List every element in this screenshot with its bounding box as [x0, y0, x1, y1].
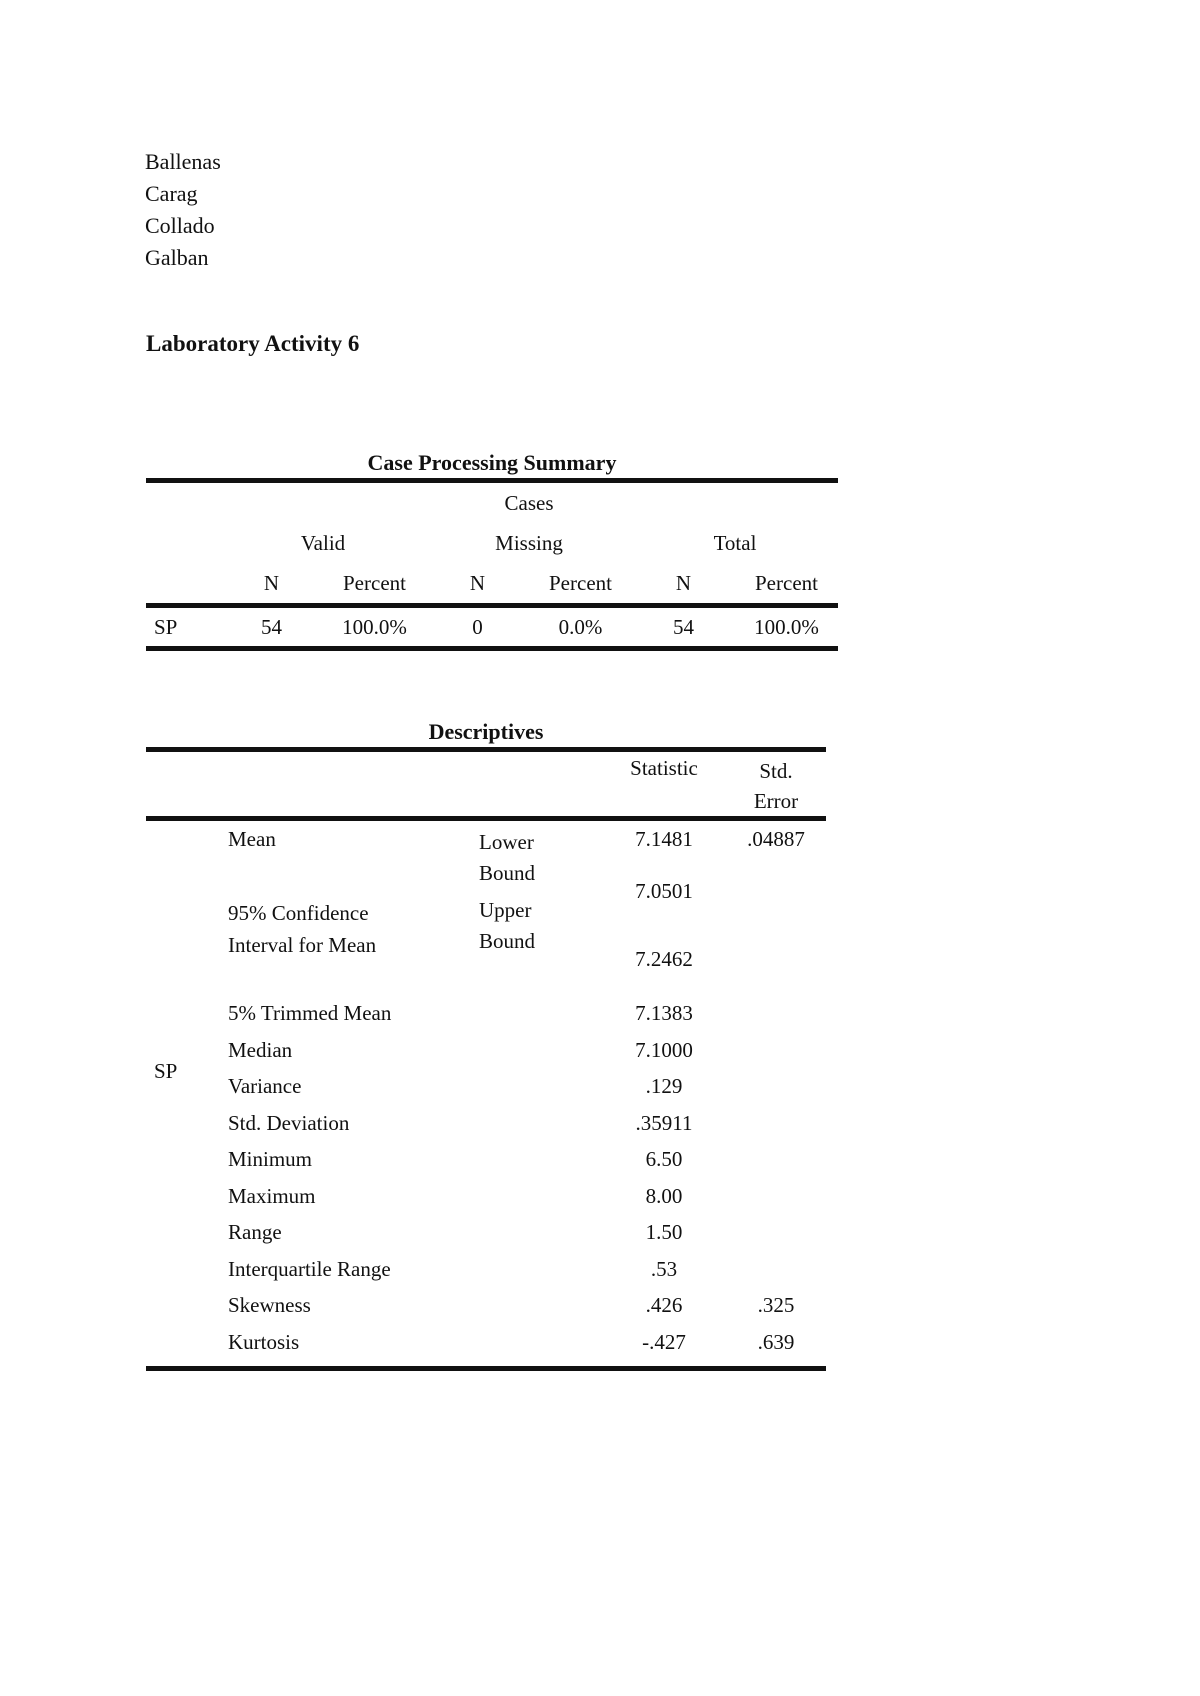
author-names — [145, 146, 221, 274]
subgroup-header-total: Total — [713, 531, 757, 555]
std-error-header — [726, 756, 826, 816]
table-cell: 0.0% — [558, 615, 603, 639]
author-name: Collado — [145, 213, 215, 238]
descriptive-statistic: .53 — [650, 1257, 678, 1281]
table-cell: 0 — [472, 615, 483, 639]
descriptives-table — [146, 717, 826, 1371]
column-header: N — [469, 571, 486, 595]
table-cell: 54 — [261, 615, 282, 639]
descriptive-statistic: 6.50 — [645, 1147, 683, 1171]
ci-lower-value: 7.0501 — [635, 879, 693, 903]
descriptive-label: Std. Deviation — [228, 1111, 350, 1135]
table-cell: 100.0% — [754, 615, 819, 639]
ci-label — [228, 897, 376, 961]
lower-bound-label — [479, 827, 535, 889]
cases-group-header: Cases — [504, 491, 554, 515]
variable-label: SP — [154, 1059, 178, 1083]
std-error-header-line1: Std. — [759, 759, 793, 783]
document-title: Laboratory Activity 6 — [146, 331, 360, 356]
std-error-header-line2: Error — [753, 789, 799, 813]
lower-bound-line2: Bound — [479, 861, 536, 885]
table-cell: 100.0% — [342, 615, 407, 639]
author-name: Galban — [145, 245, 209, 270]
subgroup-header-valid: Valid — [300, 531, 346, 555]
descriptive-label: Median — [228, 1038, 293, 1062]
ci-label-line2: Interval for Mean — [228, 933, 377, 957]
descriptive-statistic: .35911 — [635, 1111, 693, 1135]
descriptive-statistic: .426 — [645, 1293, 683, 1317]
upper-bound-line1: Upper — [479, 898, 532, 922]
column-header: Percent — [343, 571, 406, 595]
column-header: Percent — [549, 571, 612, 595]
ci-label-line1: 95% Confidence — [228, 901, 369, 925]
descriptive-label: Variance — [228, 1074, 302, 1098]
descriptive-statistic: -.427 — [642, 1330, 686, 1354]
author-name: Ballenas — [145, 149, 221, 174]
descriptive-statistic: 1.50 — [645, 1220, 683, 1244]
mean-std-error: .04887 — [747, 827, 805, 851]
descriptive-statistic: .129 — [645, 1074, 683, 1098]
descriptive-label: Range — [228, 1220, 282, 1244]
descriptive-std-error: .325 — [757, 1293, 795, 1317]
descriptive-statistic: 8.00 — [645, 1184, 683, 1208]
descriptive-label: Interquartile Range — [228, 1257, 391, 1281]
descriptive-label: 5% Trimmed Mean — [228, 1001, 392, 1025]
ci-upper-value: 7.2462 — [635, 947, 693, 971]
table-cell: 54 — [673, 615, 694, 639]
descriptive-label: Maximum — [228, 1184, 316, 1208]
mean-label: Mean — [228, 827, 276, 851]
upper-bound-line2: Bound — [479, 929, 536, 953]
descriptive-label: Kurtosis — [228, 1330, 300, 1354]
descriptive-label: Minimum — [228, 1147, 313, 1171]
table-row — [146, 608, 838, 651]
statistic-header: Statistic — [630, 756, 698, 780]
case-processing-summary-table — [146, 448, 838, 651]
table-title: Descriptives — [428, 719, 544, 744]
row-label: SP — [154, 615, 178, 639]
descriptive-statistic: 7.1000 — [635, 1038, 693, 1062]
lower-bound-line1: Lower — [479, 830, 534, 854]
descriptive-label: Skewness — [228, 1293, 311, 1317]
author-name: Carag — [145, 181, 198, 206]
mean-statistic: 7.1481 — [635, 827, 693, 851]
descriptive-std-error: .639 — [757, 1330, 795, 1354]
column-header: N — [675, 571, 692, 595]
table-title: Case Processing Summary — [367, 450, 617, 475]
subgroup-header-missing: Missing — [495, 531, 563, 555]
descriptive-statistic: 7.1383 — [635, 1001, 693, 1025]
column-header: Percent — [755, 571, 818, 595]
upper-bound-label — [479, 895, 535, 957]
column-header: N — [263, 571, 280, 595]
